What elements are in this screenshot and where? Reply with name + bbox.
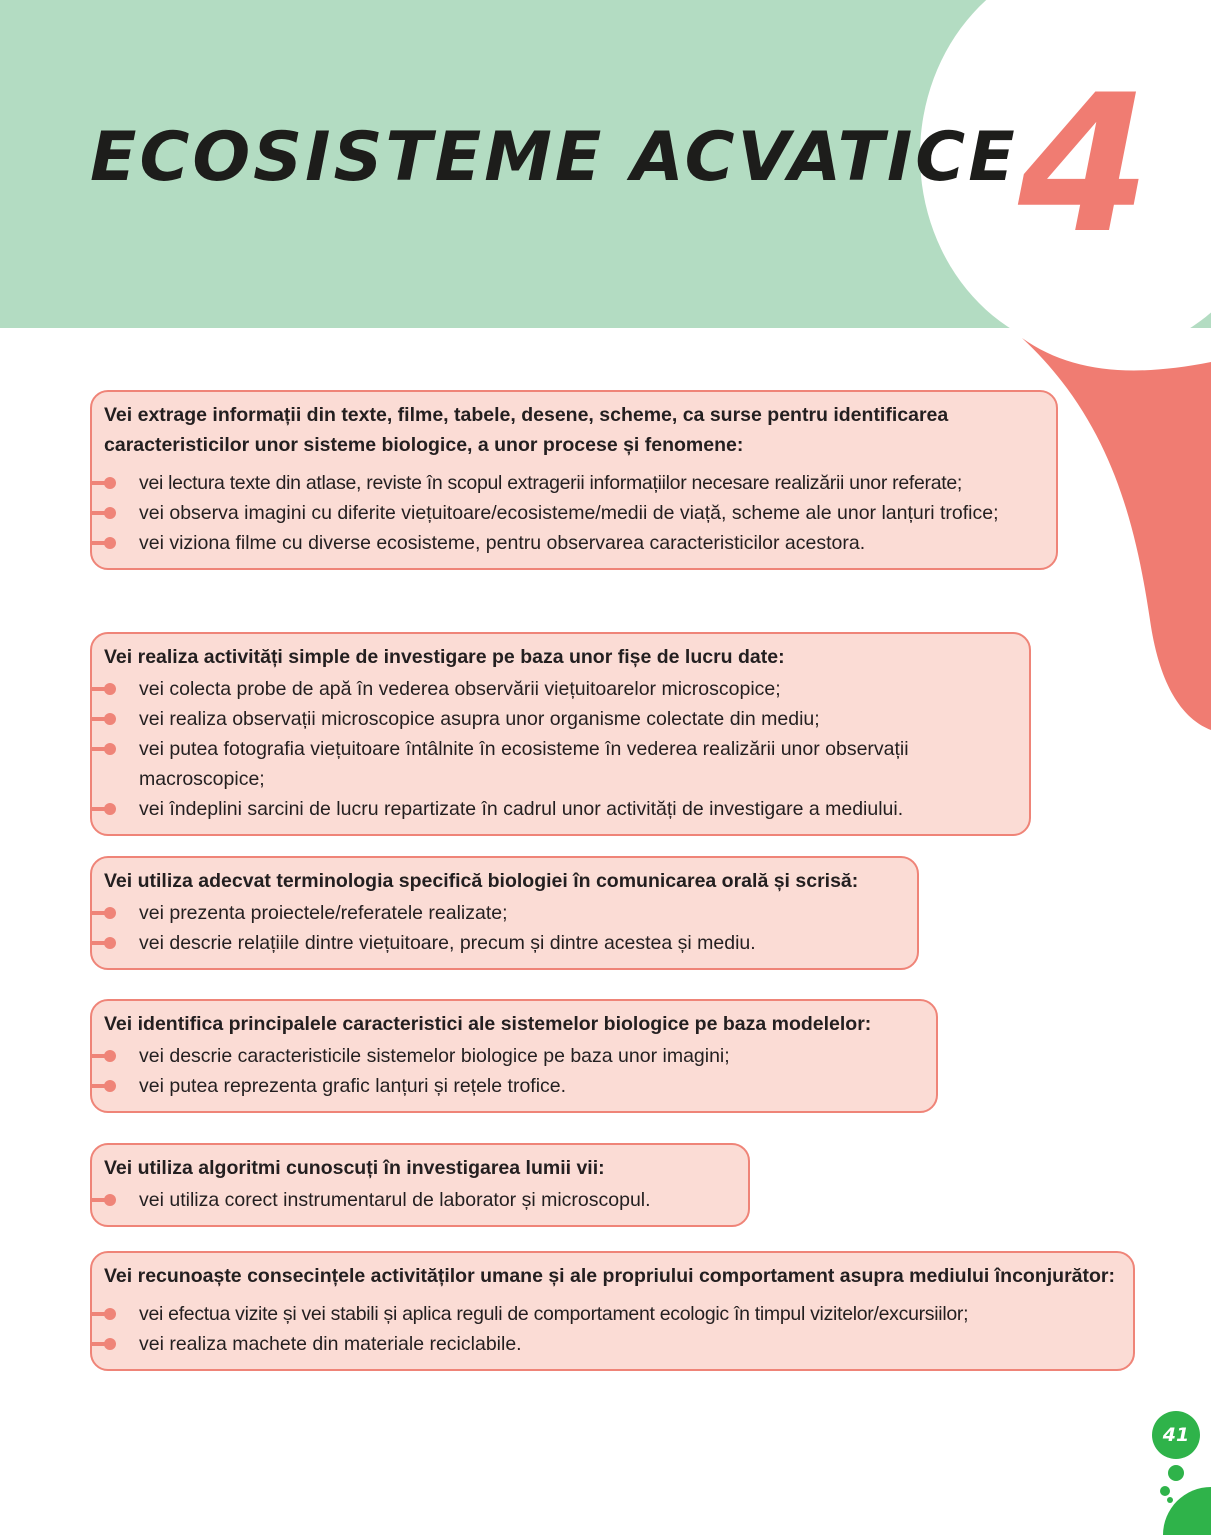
footer-green-corner: [1163, 1487, 1211, 1535]
list-item-text: vei colecta probe de apă în vederea observării viețuitoarelor microscopice;: [139, 678, 781, 700]
objective-box-3: [90, 856, 919, 970]
list-item: [104, 1041, 922, 1071]
list-item-text: vei îndeplini sarcini de lucru repartizate în cadrul unor activități de investigare a mediului.: [139, 798, 904, 820]
objective-list: [104, 674, 1015, 824]
bullet-icon: [90, 1338, 126, 1350]
bullet-icon: [90, 1080, 126, 1092]
list-item: [104, 674, 1015, 704]
list-item: [104, 734, 1015, 794]
page-number: 41: [1152, 1411, 1200, 1459]
list-item-text: vei descrie relațiile dintre viețuitoare, precum și dintre acestea și mediu.: [139, 932, 756, 954]
bullet-icon: [90, 683, 126, 695]
objective-box-4: [90, 999, 938, 1113]
footer-dot-3: [1167, 1497, 1173, 1503]
list-item: [104, 1329, 1119, 1359]
objective-title: Vei identifica principalele caracteristici ale sistemelor biologice pe baza modelelor:: [104, 1013, 872, 1035]
bullet-icon: [90, 743, 126, 755]
list-item: [104, 498, 1042, 528]
list-item: [104, 704, 1015, 734]
list-item-text: vei putea reprezenta grafic lanțuri și rețele trofice.: [139, 1075, 567, 1097]
list-item: [104, 928, 903, 958]
bullet-icon: [90, 507, 126, 519]
objective-title: Vei utiliza algoritmi cunoscuți în investigarea lumii vii:: [104, 1157, 605, 1179]
list-item-text: vei observa imagini cu diferite viețuitoare/ecosisteme/medii de viață, scheme ale unor lanțuri trofice;: [139, 502, 999, 524]
list-item-text: vei lectura texte din atlase, reviste în scopul extragerii informațiilor necesare realizării unor referate;: [139, 472, 963, 494]
bullet-icon: [90, 537, 126, 549]
bullet-icon: [90, 477, 126, 489]
objective-title: Vei realiza activități simple de investigare pe baza unor fișe de lucru date:: [104, 646, 785, 668]
bullet-icon: [90, 1194, 126, 1206]
list-item-text: vei utiliza corect instrumentarul de laborator și microscopul.: [139, 1189, 651, 1211]
objective-box-2: [90, 632, 1031, 836]
objective-title: Vei utiliza adecvat terminologia specifică biologiei în comunicarea orală și scrisă:: [104, 870, 859, 892]
list-item: [104, 1185, 734, 1215]
list-item-text: vei prezenta proiectele/referatele realizate;: [139, 902, 508, 924]
objective-title: Vei recunoaște consecințele activităților umane și ale propriului comportament asupra mediului înconjurător:: [104, 1265, 1116, 1287]
bullet-icon: [90, 713, 126, 725]
list-item-text: vei viziona filme cu diverse ecosisteme, pentru observarea caracteristicilor acestora.: [139, 532, 866, 554]
objective-box-6: [90, 1251, 1135, 1371]
objective-list: [104, 1185, 734, 1215]
objective-list: [104, 1041, 922, 1101]
footer-dot-1: [1168, 1465, 1184, 1481]
list-item: [104, 1299, 1119, 1329]
list-item: [104, 898, 903, 928]
footer-dot-2: [1160, 1486, 1170, 1496]
list-item-text: vei efectua vizite și vei stabili și aplica reguli de comportament ecologic în timpul vizitelor/excursiilor;: [139, 1303, 969, 1325]
objective-list: [104, 1299, 1119, 1359]
objective-list: [104, 898, 903, 958]
list-item: [104, 468, 1042, 498]
chapter-number: 4: [1018, 54, 1151, 275]
list-item: [104, 794, 1015, 824]
list-item: [104, 528, 1042, 558]
list-item-text: vei putea fotografia viețuitoare întâlnite în ecosisteme în vederea realizării unor observații macroscopice;: [139, 738, 909, 790]
bullet-icon: [90, 937, 126, 949]
bullet-icon: [90, 803, 126, 815]
objective-box-5: [90, 1143, 750, 1227]
chapter-title: ECOSISTEME ACVATICE: [90, 118, 1018, 197]
bullet-icon: [90, 1050, 126, 1062]
objective-list: [104, 468, 1042, 558]
objective-box-1: [90, 390, 1058, 570]
bullet-icon: [90, 1308, 126, 1320]
list-item: [104, 1071, 922, 1101]
list-item-text: vei realiza machete din materiale reciclabile.: [139, 1333, 522, 1355]
list-item-text: vei descrie caracteristicile sistemelor biologice pe baza unor imagini;: [139, 1045, 730, 1067]
bullet-icon: [90, 907, 126, 919]
objective-title: Vei extrage informații din texte, filme, tabele, desene, scheme, ca surse pentru identificarea caracteristicilor unor sisteme biologice, a unor procese și fenomene:: [104, 404, 949, 456]
list-item-text: vei realiza observații microscopice asupra unor organisme colectate din mediu;: [139, 708, 820, 730]
